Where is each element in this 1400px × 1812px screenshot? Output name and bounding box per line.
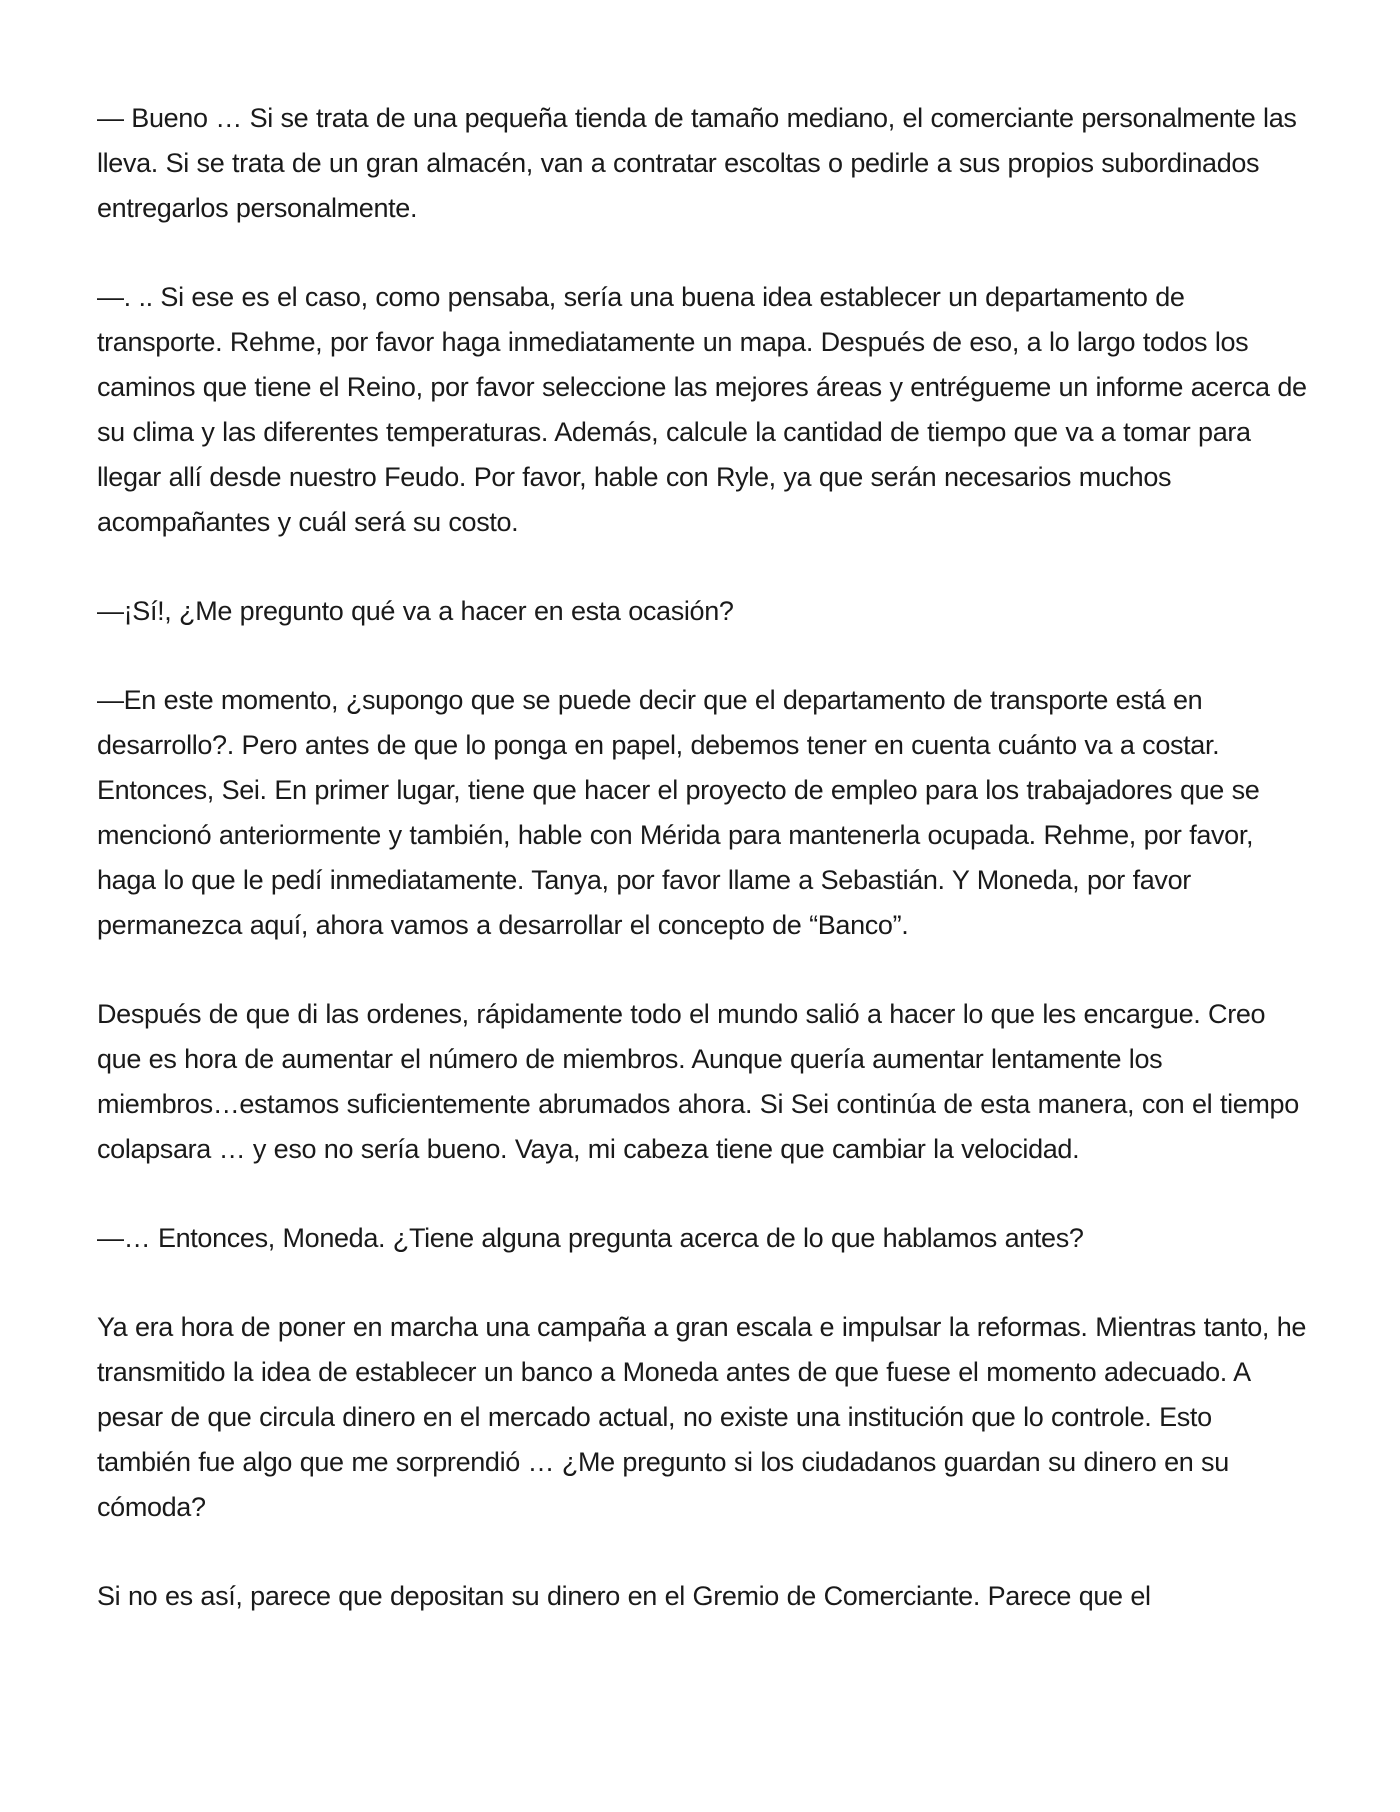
paragraph-2: —. .. Si ese es el caso, como pensaba, sería una buena idea establecer un departamento de transporte. Rehme, por favor haga inmediatamente un mapa. Después de eso, a lo largo todos los caminos que tiene el Reino, por favor seleccione las mejores áreas y entrégueme un informe acerca de su clima y las diferentes temperaturas. Además, calcule la cantidad de tiempo que va a tomar para llegar allí desde nuestro Feudo. Por favor, hable con Ryle, ya que serán necesarios muchos acompañantes y cuál será su costo.	[97, 282, 1307, 537]
paragraph-3: —¡Sí!, ¿Me pregunto qué va a hacer en esta ocasión?	[97, 596, 734, 626]
paragraph-6: —… Entonces, Moneda. ¿Tiene alguna pregunta acerca de lo que hablamos antes?	[97, 1223, 1084, 1253]
paragraph-4: —En este momento, ¿supongo que se puede decir que el departamento de transporte está en desarrollo?. Pero antes de que lo ponga en papel, debemos tener en cuenta cuánto va a costar. Entonces, Sei. En primer lugar, tiene que hacer el proyecto de empleo para los trabajadores que se mencionó anteriormente y también, hable con Mérida para mantenerla ocupada. Rehme, por favor, haga lo que le pedí inmediatamente. Tanya, por favor llame a Sebastián. Y Moneda, por favor permanezca aquí, ahora vamos a desarrollar el concepto de “Banco”.	[97, 685, 1260, 940]
document-page	[97, 96, 1312, 1619]
paragraph-1: — Bueno … Si se trata de una pequeña tienda de tamaño mediano, el comerciante personalmente las lleva. Si se trata de un gran almacén, van a contratar escoltas o pedirle a sus propios subordinados entregarlos personalmente.	[97, 103, 1297, 223]
paragraph-5: Después de que di las ordenes, rápidamente todo el mundo salió a hacer lo que les encargue. Creo que es hora de aumentar el número de miembros. Aunque quería aumentar lentamente los miembros…estamos suficientemente abrumados ahora. Si Sei continúa de esta manera, con el tiempo colapsara … y eso no sería bueno. Vaya, mi cabeza tiene que cambiar la velocidad.	[97, 999, 1299, 1164]
paragraph-7: Ya era hora de poner en marcha una campaña a gran escala e impulsar la reformas. Mientras tanto, he transmitido la idea de establecer un banco a Moneda antes de que fuese el momento adecuado. A pesar de que circula dinero en el mercado actual, no existe una institución que lo controle. Esto también fue algo que me sorprendió … ¿Me pregunto si los ciudadanos guardan su dinero en su cómoda?	[97, 1312, 1307, 1522]
paragraph-8: Si no es así, parece que depositan su dinero en el Gremio de Comerciante. Parece que el	[97, 1581, 1151, 1611]
